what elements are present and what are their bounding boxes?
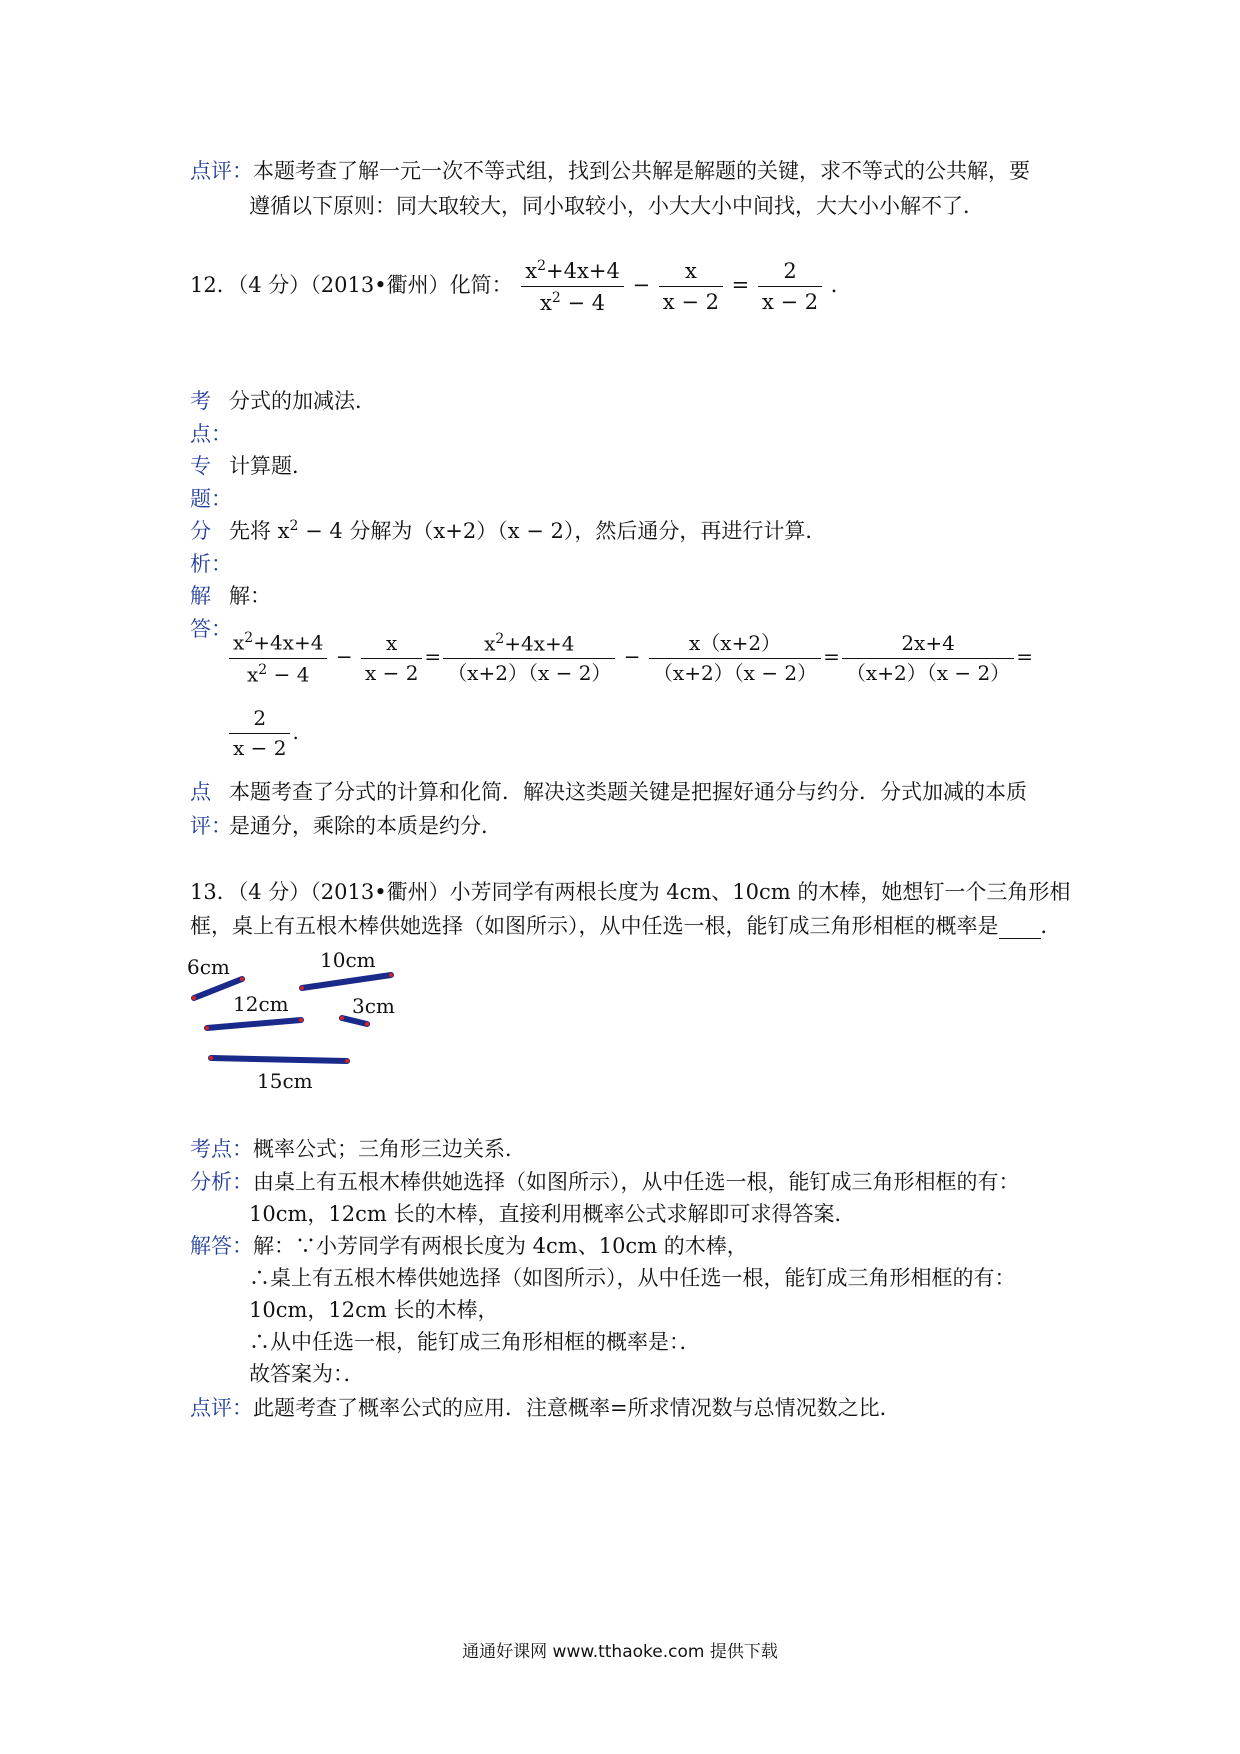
footer-text: 通通好课网 www.tthaoke.com 提供下载	[462, 1642, 778, 1662]
jieda-label-2: 答：	[190, 617, 232, 641]
q13-question-line1: 13．（4 分）（2013•衢州）小芳同学有两根长度为 4cm、10cm 的木棒，她想钉一个三角形相	[190, 880, 1071, 904]
label-6cm: 6cm	[187, 955, 230, 979]
fenxi-label-2: 析：	[190, 552, 232, 576]
q13-jieda-line4: ∴从中任选一根，能钉成三角形相框的概率是：．	[249, 1330, 701, 1354]
sec11-review-line2: 遵循以下原则：同大取较大，同小取较小，小大大小中间找，大大小小解不了．	[249, 194, 984, 218]
q13-kaodian: 考点：概率公式；三角形三边关系．	[190, 1137, 526, 1161]
label-12cm: 12cm	[233, 992, 289, 1016]
q12-frac2: $\frac{x}{x - 2}$	[659, 259, 723, 314]
q12-answer: $\frac{2}{x - 2}$	[758, 259, 822, 314]
stick-12cm	[205, 992, 303, 1030]
review-label: 点评：	[190, 159, 253, 183]
q12-solution-line: $\frac{x^2+4x+4}{x^2 - 4}$ − $\frac{x}{x - 2}$ = $\frac{x^2+4x+4}{(x+2)(x - 2)}$ − $\frac{x(x+2)}{(x+2)(x - 2)}$ = $\frac{2x+4}{(x+2)(x - 2)}$ =	[227, 630, 1033, 686]
sol-frac3: $\frac{x^2+4x+4}{(x+2)(x - 2)}$	[443, 631, 615, 686]
q12-end: ．	[830, 273, 852, 298]
q12-kaodian-text: 分式的加减法．	[229, 389, 376, 413]
stick-3cm	[340, 994, 395, 1026]
label-3cm: 3cm	[352, 994, 395, 1018]
q13-question-line2: 框，桌上有五根木棒供她选择（如图所示），从中任选一根，能钉成三角形相框的概率是 ．	[190, 914, 1062, 938]
q12-frac1: $\frac{x^2+4x+4}{x^2 - 4}$	[521, 258, 624, 315]
q12-equals: =	[731, 273, 750, 298]
q12-jieda-text: 解：	[229, 584, 271, 608]
review-text-1: 本题考查了解一元一次不等式组，找到公共解是解题的关键，求不等式的公共解，要	[253, 159, 1030, 183]
dianping-label-2: 评：	[190, 814, 232, 838]
zhuanti-label-1: 专	[190, 454, 211, 478]
q13-jieda-line5: 故答案为：．	[249, 1362, 365, 1386]
jieda-label-1: 解	[190, 584, 211, 608]
sticks-figure	[185, 945, 415, 1095]
dianping-label-1: 点	[190, 780, 211, 804]
q12-prefix: 12．（4 分）（2013•衢州）化简：	[190, 273, 513, 298]
kaodian-label-2: 点：	[190, 422, 232, 446]
answer-blank	[999, 914, 1041, 939]
sol-frac5: $\frac{2x+4}{(x+2)(x - 2)}$	[842, 632, 1014, 685]
stick-15cm	[209, 1056, 349, 1093]
q13-fenxi-line2: 10cm，12cm 长的木棒，直接利用概率公式求解即可求得答案．	[249, 1202, 856, 1226]
label-10cm: 10cm	[320, 948, 376, 972]
sol-frac1: $\frac{x^2+4x+4}{x^2 - 4}$	[229, 630, 327, 686]
sol-frac2: $\frac{x}{x - 2}$	[361, 632, 422, 685]
q12-minus: −	[632, 273, 651, 298]
q13-dianping: 点评：此题考查了概率公式的应用．注意概率=所求情况数与总情况数之比．	[190, 1396, 901, 1420]
q12-dianping-line2: 是通分，乘除的本质是约分．	[229, 814, 502, 838]
q13-fenxi: 分析：由桌上有五根木棒供她选择（如图所示），从中任选一根，能钉成三角形相框的有：	[190, 1170, 1020, 1194]
label-15cm: 15cm	[257, 1069, 313, 1093]
kaodian-label-1: 考	[190, 389, 211, 413]
q13-jieda-line3: 10cm，12cm 长的木棒，	[249, 1298, 499, 1322]
sec11-review-line1	[190, 155, 1030, 185]
q13-jieda: 解答：解：∵小芳同学有两根长度为 4cm、10cm 的木棒，	[190, 1234, 748, 1258]
q12-dianping-line1: 本题考查了分式的计算和化简．解决这类题关键是把握好通分与约分．分式加减的本质	[229, 780, 1027, 804]
q12-fenxi-text: 先将 $x^2 - 4$ 分解为（x+2）（x − 2），然后通分，再进行计算．	[229, 518, 827, 543]
sol-frac4: $\frac{x(x+2)}{(x+2)(x - 2)}$	[649, 632, 821, 685]
q13-jieda-line2: ∴桌上有五根木棒供她选择（如图所示），从中任选一根，能钉成三角形相框的有：	[249, 1266, 1016, 1290]
stick-10cm	[300, 948, 393, 990]
fenxi-label-1: 分	[190, 519, 211, 543]
q12-solution-result: $\frac{2}{x - 2}$ .	[227, 707, 299, 760]
q12-question	[190, 258, 852, 315]
sol-frac6: $\frac{2}{x - 2}$	[229, 707, 290, 760]
zhuanti-label-2: 题：	[190, 487, 232, 511]
q12-zhuanti-text: 计算题．	[229, 454, 313, 478]
